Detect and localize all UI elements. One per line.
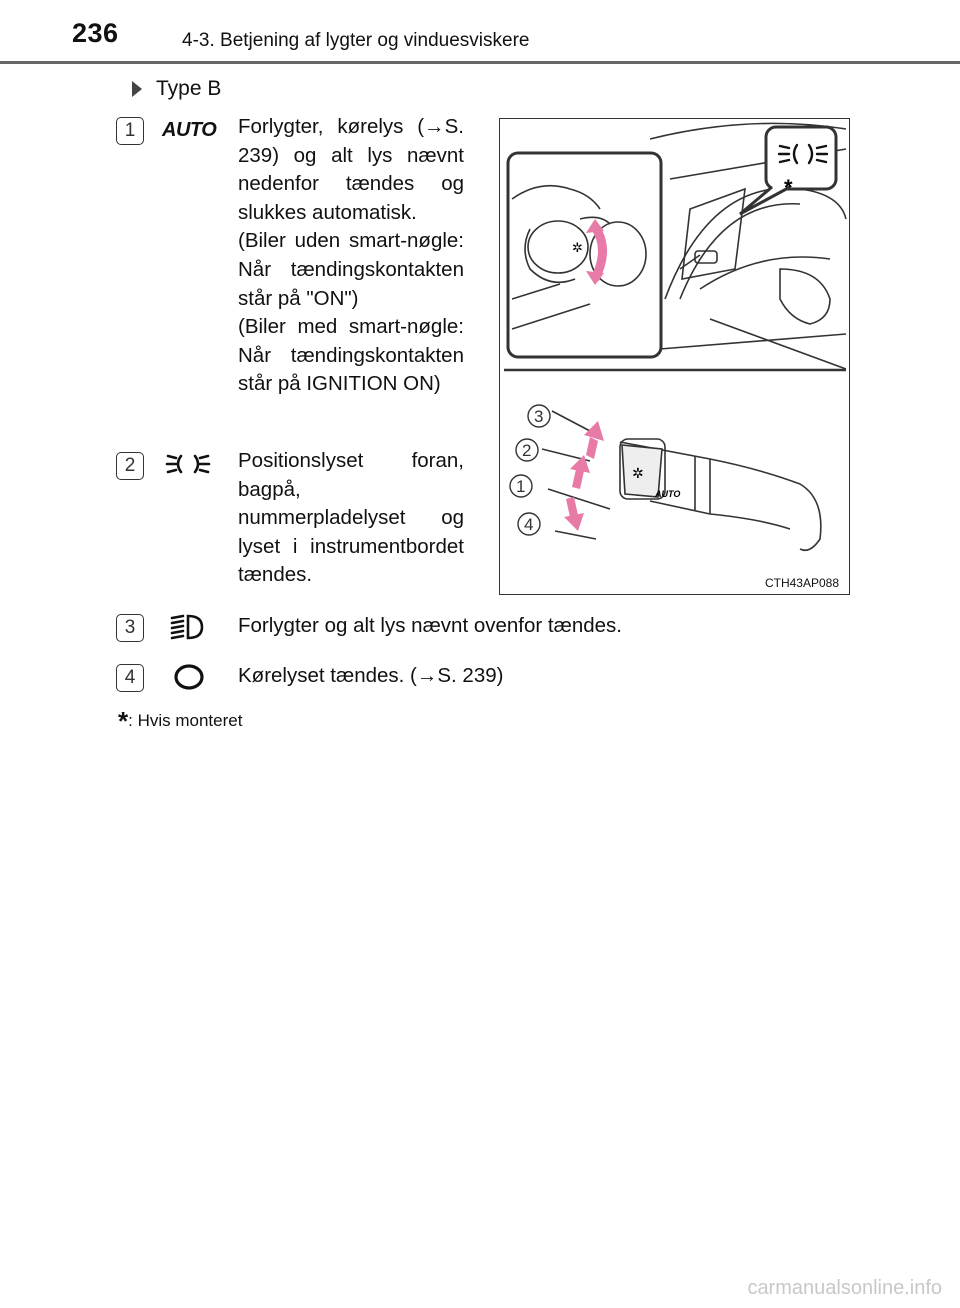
switch-auto-label: AUTO bbox=[655, 489, 681, 499]
item-1-text-2: (Biler uden smart-nøgle: Når tændingskontakten står på "ON") bbox=[238, 229, 464, 310]
item-1-text-3: (Biler med smart-nøgle: Når tændingskontakten står på IGNITION ON) bbox=[238, 315, 464, 396]
watermark: carmanualsonline.info bbox=[747, 1277, 942, 1299]
callout-2: 2 bbox=[522, 441, 532, 460]
item-number-3: 3 bbox=[116, 614, 144, 642]
item-number-4: 4 bbox=[116, 664, 144, 692]
figure-asterisk: * bbox=[784, 175, 793, 200]
item-4-text: Kørelyset tændes. (→S. 239) bbox=[238, 664, 504, 687]
header-rule bbox=[0, 61, 960, 64]
item-2-description bbox=[238, 447, 464, 590]
callout-1: 1 bbox=[516, 477, 526, 496]
svg-text:✲: ✲ bbox=[572, 241, 583, 256]
chapter-title: 4-3. Betjening af lygter og vinduesviskere bbox=[182, 30, 530, 51]
figure-code: CTH43AP088 bbox=[764, 576, 839, 590]
triangle-bullet-icon bbox=[132, 81, 142, 97]
item-2-text: Positionslyset foran, bagpå, nummerpladelyset og lyset i instrumentbordet tændes. bbox=[238, 449, 464, 587]
headlight-icon bbox=[168, 611, 208, 648]
drl-icon bbox=[172, 662, 206, 697]
auto-icon: AUTO bbox=[162, 119, 217, 141]
callout-3: 3 bbox=[534, 407, 544, 426]
item-number-2: 2 bbox=[116, 452, 144, 480]
footnote bbox=[118, 706, 242, 737]
item-3-description bbox=[238, 612, 798, 641]
footnote-star: * bbox=[118, 706, 129, 736]
footnote-text: : Hvis monteret bbox=[128, 711, 243, 730]
svg-text:✲: ✲ bbox=[632, 466, 644, 482]
item-3-text: Forlygter og alt lys nævnt ovenfor tændes. bbox=[238, 614, 622, 637]
item-number-1: 1 bbox=[116, 117, 144, 145]
page-number: 236 bbox=[72, 18, 119, 48]
page-header bbox=[0, 0, 960, 64]
callout-4: 4 bbox=[524, 515, 534, 534]
item-1-text-1: Forlygter, kørelys (→S. 239) og alt lys nævnt nedenfor tændes og slukkes automatisk. bbox=[238, 115, 464, 224]
item-4-description bbox=[238, 662, 798, 691]
item-1-description bbox=[238, 113, 464, 399]
switch-illustration bbox=[499, 118, 850, 595]
type-label-text: Type B bbox=[156, 77, 222, 100]
parking-lights-icon bbox=[164, 448, 212, 485]
type-label bbox=[132, 77, 221, 101]
